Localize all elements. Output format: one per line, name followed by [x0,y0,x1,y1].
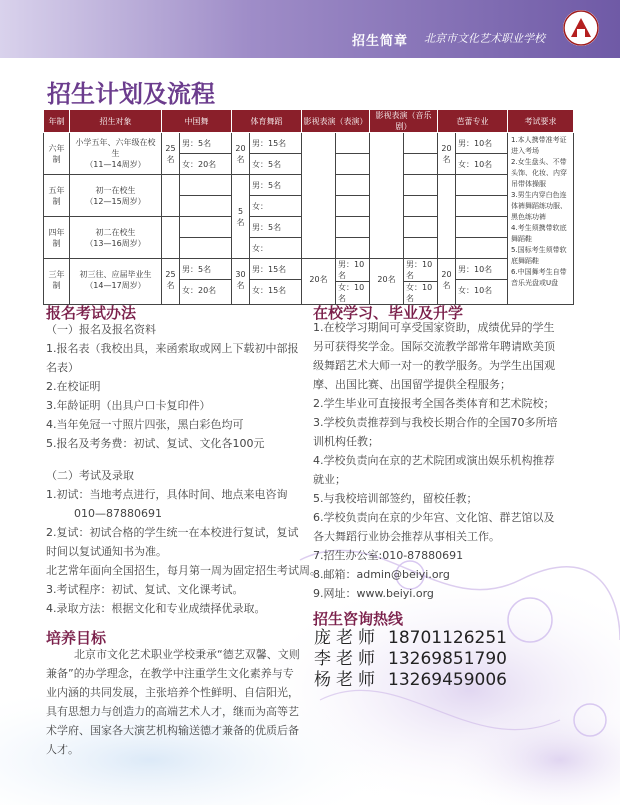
contact-phone[interactable]: 13269851790 [388,649,507,669]
exam-line: 1.初试：当地考点进行，具体时间、地点来电咨询 [46,488,288,501]
header-tag: 招生简章 [352,34,409,49]
campus-line: 训机构任教； [313,435,379,448]
contact-phone[interactable]: 13269459006 [388,670,507,690]
campus-line: 摩、出国比赛、出国留学提供全程服务； [313,378,511,391]
office-phone: 7.招生办公室:010-87880691 [313,549,464,562]
quota-female: 女： [250,196,301,217]
training-line: 人才。 [46,743,79,756]
exam-part-title: （二）考试及录取 [46,469,134,482]
quota-total: 25名 [162,133,179,175]
quota-male: 男：10名 [456,133,507,154]
header-ballet: 芭蕾专业 [438,110,508,133]
quota-total: 20名 [441,269,452,290]
contact-phone[interactable]: 18701126251 [388,628,507,648]
header-year: 年制 [44,110,70,133]
year-cell: 六年制 [44,133,69,175]
header-target: 招生对象 [70,110,162,133]
quota-female: 女：15名 [252,285,287,295]
requirement-item: 4.考生须携带软底舞蹈鞋 [511,224,567,243]
quota-female: 女：5名 [250,154,301,175]
header-film-musical: 影视表演（音乐剧） [370,110,438,133]
campus-line: 6.学校负责向在京的少年宫、文化馆、群艺馆以及 [313,511,555,524]
contact-row [314,670,507,691]
website-link[interactable]: 9.网址：www.beiyi.org [313,587,434,600]
requirement-item: 3.男生内穿白色连体裤舞蹈练功服、黑色练功裤 [511,191,567,221]
signup-line: 2.在校证明 [46,380,101,393]
training-line: 具有思想力与创造力的高端艺术人才，继而为高等艺 [46,705,299,718]
email-link[interactable]: 8.邮箱：admin@beiyi.org [313,568,450,581]
film-acting-gender-column [336,133,370,305]
quota-female: 女： [250,238,301,259]
contact-row [314,628,507,649]
quota-male: 男：5名 [180,259,231,280]
quota-total: 20名 [309,275,328,284]
sport-dance-total-column [232,133,250,305]
exam-line: 北艺常年面向全国招生，每月第一周为固定招生考试周。 [46,564,321,577]
quota-female: 女：10名 [338,283,365,303]
signup-line: 1.报名表（我校出具，来函索取或网上下载初中部报 [46,342,299,355]
campus-line: 另可获得奖学金。国际交流教学部常年聘请欧美顶 [313,340,555,353]
quota-total: 30名 [235,269,246,290]
requirement-item: 6.中国舞考生自带音乐光盘或U盘 [511,268,567,287]
exam-line: 3.考试程序：初试、复试、文化课考试。 [46,583,244,596]
signup-line: 3.年龄证明（出具户口卡复印件） [46,399,211,412]
year-cell: 三年制 [48,269,65,290]
quota-female: 女：20名 [182,285,217,295]
sport-dance-gender-column [250,133,302,305]
quota-male: 男：10名 [336,259,369,282]
campus-section-title: 在校学习、毕业及升学 [313,304,464,322]
quota-total: 20名 [377,275,396,284]
quota-male: 男：10名 [404,259,437,282]
signup-content [46,320,301,453]
quota-male: 男：15名 [250,133,301,154]
film-acting-total-column [302,133,336,305]
contact-row [314,649,507,670]
training-line: 术学府、国家各大演艺机构输送德才兼备的优质后备 [46,724,299,737]
campus-line: 2.学生毕业可直接报考全国各类体育和艺术院校； [313,397,555,410]
year-cell: 五年制 [44,175,69,217]
header-requirements: 考试要求 [508,110,574,133]
chinese-dance-gender-column [180,133,232,305]
ballet-gender-column [456,133,508,305]
training-line: 业内涵的共同发展，主张培养个性鲜明、自信阳光， [46,686,299,699]
contact-name: 杨老师 [314,670,380,690]
school-logo-icon [563,10,599,46]
target-cell: 初二在校生 （13—16周岁） [70,217,161,259]
signup-line: 4.当年免冠一寸照片四张，黑白彩色均可 [46,418,244,431]
header-band [0,0,620,58]
signup-line: 5.报名及考务费：初试、复试、文化各100元 [46,437,265,450]
quota-female: 女：20名 [180,154,231,175]
film-musical-total-column [370,133,404,305]
requirement-item: 1.本人携带准考证进入考场 [511,136,567,155]
campus-line: 就业； [313,473,346,486]
campus-content [313,318,583,603]
requirement-item: 5.国标考生须带软底舞蹈鞋 [511,246,567,265]
film-musical-gender-column [404,133,438,305]
target-cell: 初一在校生 （12—15周岁） [70,175,161,217]
year-cell: 四年制 [44,217,69,259]
page-title: 招生计划及流程 [47,80,215,108]
campus-line: 级舞蹈艺术大师一对一的教学服务。为学生出国观 [313,359,555,372]
exam-phone: 010—87880691 [74,507,162,520]
header-chinese-dance: 中国舞 [162,110,232,133]
hotline-title: 招生咨询热线 [313,610,404,628]
exam-line: 4.录取方法：根据文化和专业成绩择优录取。 [46,602,266,615]
signup-part-title: （一）报名及报名资料 [46,323,156,336]
table-body-row [44,133,574,305]
hotline-contacts [314,628,507,691]
exam-content [46,466,321,618]
target-column [70,133,162,305]
quota-total: 25名 [165,269,176,290]
quota-total: 5名 [232,175,249,259]
contact-name: 庞老师 [314,628,380,648]
chinese-dance-total-column [162,133,180,305]
year-column [44,133,70,305]
quota-female: 女：10名 [458,285,493,295]
school-name: 北京市文化艺术职业学校 [424,32,545,45]
target-cell: 小学五年、六年级在校生 （11—14周岁） [70,133,161,175]
quota-total: 20名 [438,133,455,175]
ballet-total-column [438,133,456,305]
training-line: 兼备”的办学理念，在教学中注重学生文化素养与专 [46,667,294,680]
quota-male: 男：5名 [250,175,301,196]
exam-line: 2.复试：初试合格的学生统一在本校进行复试，复试 [46,526,299,539]
campus-line: 5.与我校培训部签约，留校任教； [313,492,478,505]
training-section-title: 培养目标 [46,629,107,647]
requirement-item: 2.女生盘头、不带头饰、化妆、内穿吊带体操服 [511,158,567,188]
quota-male: 男：10名 [456,259,507,280]
exam-requirements [508,133,574,305]
signup-section-title: 报名考试办法 [46,304,137,322]
target-cell: 初三往、应届毕业生 （14—17周岁） [79,269,152,290]
quota-female: 女：10名 [456,154,507,175]
header-sport-dance: 体育舞蹈 [232,110,302,133]
campus-line: 各大舞蹈行业协会推荐从事相关工作。 [313,530,500,543]
quota-male: 男：5名 [180,133,231,154]
admissions-plan-table [43,109,574,305]
header-film-acting: 影视表演（表演） [302,110,370,133]
campus-line: 3.学校负责推荐到与我校长期合作的全国70多所培 [313,416,558,429]
exam-line: 时间以复试通知书为准。 [46,545,167,558]
training-content [46,645,301,759]
campus-line: 4.学校负责向在京的艺术院团或演出娱乐机构推荐 [313,454,555,467]
campus-line: 1.在校学习期间可享受国家资助，成绩优异的学生 [313,321,555,334]
quota-male: 男：15名 [250,259,301,280]
table-header-row [44,110,574,133]
quota-male: 男：5名 [250,217,301,238]
signup-line: 名表） [46,361,79,374]
contact-name: 李老师 [314,649,380,669]
training-line: 北京市文化艺术职业学校秉承“德艺双馨、文则 [74,648,300,661]
quota-total: 20名 [232,133,249,175]
quota-female: 女：10名 [406,283,433,303]
